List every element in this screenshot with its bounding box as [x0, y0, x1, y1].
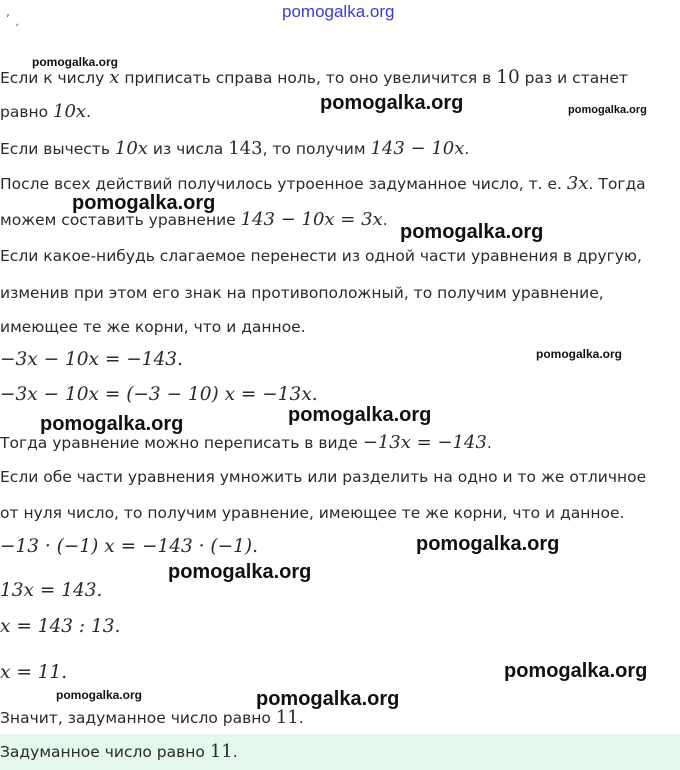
text-line-8: имеющее те же корни, что и данное. — [0, 318, 306, 336]
watermark-7: pomogalka.org — [288, 404, 432, 426]
text-line-9: Тогда уравнение можно переписать в виде −13x = −143. — [0, 432, 492, 453]
text-line-6: Если какое-нибудь слагаемое перенести из одной части уравнения в другую, — [0, 247, 642, 265]
answer-text: Задуманное число равно 11. — [0, 741, 238, 762]
watermark-3: pomogalka.org — [568, 104, 647, 116]
watermark-2: pomogalka.org — [320, 92, 464, 114]
watermark-top: pomogalka.org — [282, 2, 395, 21]
text-line-4: После всех действий получилось утроенное задуманное число, т. е. 3x. Тогда — [0, 173, 646, 194]
text-line-10: Если обе части уравнения умножить или разделить на одно и то же отличное — [0, 468, 647, 486]
watermark-1: pomogalka.org — [32, 55, 119, 69]
watermark-8: pomogalka.org — [40, 413, 184, 435]
equation-6: x = 11. — [0, 662, 68, 683]
equation-4: 13x = 143. — [0, 580, 103, 601]
text-line-12: Значит, задуманное число равно 11. — [0, 707, 304, 728]
equation-2: −3x − 10x = (−3 − 10) x = −13x. — [0, 384, 318, 405]
text-line-5: можем составить уравнение 143 − 10x = 3x. — [0, 209, 388, 230]
watermark-13: pomogalka.org — [256, 688, 400, 710]
text-line-7: изменив при этом его знак на противоположный, то получим уравнение, — [0, 284, 604, 302]
watermark-4: pomogalka.org — [72, 192, 216, 214]
text-line-11: от нуля число, то получим уравнение, имеющее те же корни, что и данное. — [0, 504, 625, 522]
watermark-12: pomogalka.org — [56, 688, 143, 702]
answer-box — [0, 734, 680, 770]
watermark-10: pomogalka.org — [168, 561, 312, 583]
watermark-6: pomogalka.org — [536, 347, 623, 361]
equation-5: x = 143 : 13. — [0, 616, 121, 637]
text-line-1: Если к числу x приписать справа ноль, то оно увеличится в 10 раз и станет — [0, 67, 628, 88]
watermark-11: pomogalka.org — [504, 660, 648, 682]
equation-3: −13 · (−1) x = −143 · (−1). — [0, 536, 259, 557]
watermark-9: pomogalka.org — [416, 533, 560, 555]
text-line-3: Если вычесть 10x из числа 143, то получим 143 − 10x. — [0, 138, 470, 159]
text-line-2: равно 10x. — [0, 101, 92, 122]
watermark-5: pomogalka.org — [400, 221, 544, 243]
cut-off-text-fragment: ʼ ˏ — [6, 12, 20, 26]
equation-1: −3x − 10x = −143. — [0, 349, 183, 370]
